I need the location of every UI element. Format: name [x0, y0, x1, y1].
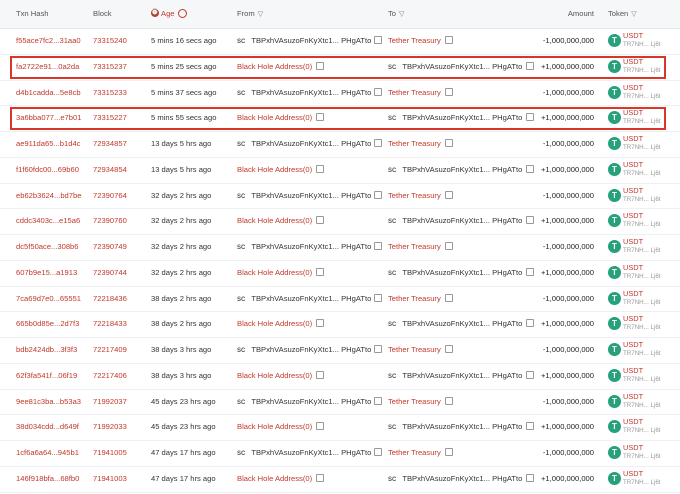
- token-name[interactable]: USDT: [623, 31, 644, 40]
- header-to: [388, 0, 404, 28]
- table-row: [0, 131, 680, 158]
- age-text: 32 days 2 hrs ago: [151, 216, 212, 226]
- amount-text: +1,000,000,000: [541, 61, 594, 71]
- filter-icon[interactable]: ▽: [399, 11, 405, 18]
- txn-hash-link[interactable]: 146f918bfa...68fb0: [16, 473, 80, 483]
- contract-badge: SC: [237, 245, 246, 251]
- txn-hash-link[interactable]: 62f3fa541f...06f19: [16, 370, 78, 380]
- from-address-link[interactable]: TBPxhVAsuzoFnKyXtc1... PHgATto: [251, 139, 372, 148]
- to-address-link[interactable]: TBPxhVAsuzoFnKyXtc1... PHgATto: [402, 267, 523, 277]
- from-address-link[interactable]: TBPxhVAsuzoFnKyXtc1... PHgATto: [251, 448, 372, 457]
- txn-hash-link[interactable]: 38d034cdd...d649f: [16, 422, 79, 432]
- header-amount: Amount: [567, 9, 594, 18]
- token-contract: TR7NH... Lj6t: [623, 350, 661, 357]
- header-txn-hash: Txn Hash: [16, 9, 49, 18]
- txn-hash-link[interactable]: 665b0d85e...2d7f3: [16, 319, 80, 329]
- tether-icon: T: [608, 111, 621, 124]
- copy-icon[interactable]: [526, 216, 534, 224]
- clock-icon[interactable]: [178, 9, 187, 18]
- from-address-link[interactable]: Black Hole Address(0): [237, 267, 313, 277]
- from-cell: [237, 157, 324, 183]
- from-cell: [237, 311, 324, 337]
- to-address-link[interactable]: Tether Treasury: [388, 190, 441, 200]
- from-address-link[interactable]: TBPxhVAsuzoFnKyXtc1... PHgATto: [251, 36, 372, 45]
- copy-icon[interactable]: [445, 397, 453, 405]
- age-text: 5 mins 55 secs ago: [151, 113, 217, 123]
- to-address-link[interactable]: TBPxhVAsuzoFnKyXtc1... PHgATto: [402, 216, 523, 226]
- from-cell: [237, 260, 324, 286]
- age-sort-icon[interactable]: ⌚: [151, 10, 159, 16]
- contract-badge: SC: [237, 193, 246, 200]
- table-row: [0, 337, 680, 364]
- copy-icon[interactable]: [374, 191, 382, 199]
- to-cell: [388, 363, 534, 389]
- table-row: [0, 183, 680, 210]
- token-contract: TR7NH... Lj6t: [623, 221, 661, 229]
- copy-icon[interactable]: [374, 139, 382, 147]
- to-cell: [388, 286, 453, 312]
- token-contract: TR7NH... Lj6t: [623, 66, 661, 74]
- copy-icon[interactable]: [445, 139, 453, 147]
- copy-icon[interactable]: [445, 242, 453, 250]
- age-text: 5 mins 25 secs ago: [151, 61, 217, 71]
- copy-icon[interactable]: [374, 88, 382, 96]
- txn-hash-link[interactable]: dc5f50ace...308b6: [16, 242, 79, 251]
- txn-hash-link[interactable]: eb62b3624...bd7be: [16, 190, 82, 200]
- table-row: [0, 234, 680, 261]
- table-row: [0, 389, 680, 416]
- amount-text: -1,000,000,000: [542, 87, 594, 97]
- txn-hash-link[interactable]: 3a6bba077...e7b01: [16, 113, 82, 123]
- contract-badge: SC: [388, 425, 397, 432]
- to-address-link[interactable]: Tether Treasury: [388, 139, 441, 148]
- to-address-link[interactable]: TBPxhVAsuzoFnKyXtc1... PHgATto: [402, 422, 523, 432]
- age-text: 47 days 17 hrs ago: [151, 473, 216, 483]
- table-header: [0, 0, 680, 29]
- copy-icon[interactable]: [374, 448, 382, 456]
- txn-hash-link[interactable]: 9ee81c3ba...b53a3: [16, 396, 82, 406]
- txn-hash-link[interactable]: f55ace7fc2...31aa0: [16, 36, 81, 45]
- contract-badge: SC: [388, 219, 397, 226]
- to-cell: [388, 440, 453, 466]
- tether-icon: T: [608, 292, 621, 305]
- to-address-link[interactable]: Tether Treasury: [388, 36, 441, 45]
- age-text: 32 days 2 hrs ago: [151, 190, 212, 200]
- table-row: [0, 440, 680, 467]
- header-block: Block: [93, 9, 112, 18]
- amount-text: -1,000,000,000: [542, 345, 594, 354]
- amount-text: -1,000,000,000: [542, 242, 594, 251]
- contract-badge: SC: [388, 270, 397, 277]
- table-row: [0, 260, 680, 287]
- table-row: [0, 80, 680, 107]
- from-address-link[interactable]: TBPxhVAsuzoFnKyXtc1... PHgATto: [251, 242, 372, 251]
- txn-hash-link[interactable]: 7ca69d7e0...65551: [16, 293, 82, 303]
- from-address-link[interactable]: TBPxhVAsuzoFnKyXtc1... PHgATto: [251, 190, 372, 200]
- token-name[interactable]: USDT: [623, 340, 644, 349]
- to-address-link[interactable]: TBPxhVAsuzoFnKyXtc1... PHgATto: [402, 319, 523, 329]
- block-link[interactable]: 72217409: [93, 345, 127, 354]
- contract-badge: SC: [388, 322, 397, 329]
- age-text: 38 days 2 hrs ago: [151, 293, 212, 303]
- from-address-link[interactable]: Black Hole Address(0): [237, 61, 313, 71]
- block-link[interactable]: 72217406: [93, 370, 127, 380]
- to-address-link[interactable]: TBPxhVAsuzoFnKyXtc1... PHgATto: [402, 473, 523, 483]
- txn-hash-link[interactable]: cddc3403c...e15a6: [16, 216, 81, 226]
- from-address-link[interactable]: TBPxhVAsuzoFnKyXtc1... PHgATto: [251, 396, 372, 406]
- token-contract: TR7NH... Lj6t: [623, 401, 661, 409]
- token-contract: TR7NH... Lj6t: [623, 41, 661, 48]
- token-name[interactable]: USDT: [623, 391, 644, 401]
- to-address-link[interactable]: TBPxhVAsuzoFnKyXtc1... PHgATto: [402, 164, 523, 174]
- token-name[interactable]: USDT: [623, 443, 644, 452]
- tether-icon: T: [608, 343, 621, 356]
- to-cell: [388, 183, 453, 209]
- from-address-link[interactable]: TBPxhVAsuzoFnKyXtc1... PHgATto: [251, 87, 372, 97]
- from-cell: [237, 414, 324, 440]
- tether-icon: T: [608, 137, 621, 150]
- token-contract: TR7NH... Lj6t: [623, 195, 661, 203]
- amount-text: +1,000,000,000: [541, 370, 594, 380]
- amount-text: +1,000,000,000: [541, 164, 594, 174]
- from-cell: [237, 363, 324, 389]
- copy-icon[interactable]: [445, 191, 453, 199]
- to-address-link[interactable]: Tether Treasury: [388, 293, 441, 303]
- tether-icon: T: [608, 34, 621, 47]
- tether-icon: T: [608, 266, 621, 279]
- to-cell: [388, 389, 453, 415]
- to-address-link[interactable]: Tether Treasury: [388, 396, 441, 406]
- table-row: [0, 28, 680, 55]
- from-address-link[interactable]: TBPxhVAsuzoFnKyXtc1... PHgATto: [251, 345, 372, 354]
- from-cell: [237, 183, 382, 209]
- to-cell: [388, 337, 453, 363]
- from-address-link[interactable]: Black Hole Address(0): [237, 113, 313, 123]
- amount-text: +1,000,000,000: [541, 267, 594, 277]
- txn-hash-link[interactable]: 1cf6a6a64...945b1: [16, 448, 79, 457]
- txn-hash-link[interactable]: f1f60fdc00...69b60: [16, 164, 79, 174]
- txn-hash-link[interactable]: ae911da65...b1d4c: [16, 139, 81, 148]
- copy-icon[interactable]: [526, 319, 534, 327]
- tether-icon: T: [608, 395, 621, 408]
- copy-icon[interactable]: [526, 268, 534, 276]
- age-text: 45 days 23 hrs ago: [151, 396, 216, 406]
- tether-icon: T: [608, 86, 621, 99]
- copy-icon[interactable]: [374, 345, 382, 353]
- copy-icon[interactable]: [374, 242, 382, 250]
- to-cell: [388, 131, 453, 157]
- table-row: [0, 363, 680, 390]
- age-text: 13 days 5 hrs ago: [151, 139, 212, 148]
- contract-badge: SC: [237, 90, 246, 97]
- to-cell: [388, 80, 453, 106]
- token-name[interactable]: USDT: [623, 108, 644, 118]
- amount-text: -1,000,000,000: [542, 396, 594, 406]
- tether-icon: T: [608, 240, 621, 253]
- from-address-link[interactable]: Black Hole Address(0): [237, 319, 313, 329]
- from-cell: [237, 440, 382, 466]
- tether-icon: T: [608, 317, 621, 330]
- from-cell: [237, 234, 382, 260]
- to-address-link[interactable]: Tether Treasury: [388, 87, 441, 97]
- from-cell: [237, 286, 382, 312]
- to-cell: [388, 157, 534, 183]
- tether-icon: T: [608, 60, 621, 73]
- to-cell: [388, 260, 534, 286]
- copy-icon[interactable]: [445, 88, 453, 96]
- tether-icon: T: [608, 446, 621, 459]
- token-name[interactable]: USDT: [623, 82, 644, 92]
- contract-badge: SC: [388, 116, 397, 123]
- to-address-link[interactable]: Tether Treasury: [388, 242, 441, 251]
- copy-icon[interactable]: [445, 36, 453, 44]
- block-link[interactable]: 72934854: [93, 164, 127, 174]
- token-name[interactable]: USDT: [623, 237, 644, 246]
- tether-icon: T: [608, 189, 621, 202]
- block-link[interactable]: 72390760: [93, 216, 127, 226]
- tether-icon: T: [608, 369, 621, 382]
- block-link[interactable]: 73315227: [93, 113, 127, 123]
- table-row: [0, 311, 680, 338]
- from-cell: [237, 131, 382, 157]
- copy-icon[interactable]: [316, 165, 324, 173]
- token-name[interactable]: USDT: [623, 468, 644, 478]
- to-cell: [388, 28, 453, 54]
- block-link[interactable]: 73315233: [93, 87, 127, 97]
- contract-badge: SC: [237, 348, 246, 354]
- block-link[interactable]: 71941005: [93, 448, 127, 457]
- to-address-link[interactable]: TBPxhVAsuzoFnKyXtc1... PHgATto: [402, 113, 523, 123]
- txn-hash-link[interactable]: 607b9e15...a1913: [16, 267, 78, 277]
- header-age-label: Age: [161, 9, 175, 18]
- copy-icon[interactable]: [316, 216, 324, 224]
- contract-badge: SC: [237, 39, 246, 45]
- filter-icon[interactable]: ▽: [257, 11, 264, 18]
- from-address-link[interactable]: TBPxhVAsuzoFnKyXtc1... PHgATto: [251, 293, 372, 303]
- table-row: [0, 286, 680, 313]
- token-contract: TR7NH... Lj6t: [623, 144, 661, 151]
- contract-badge: SC: [237, 142, 246, 148]
- header-token: [608, 0, 637, 28]
- amount-text: -1,000,000,000: [542, 36, 594, 45]
- contract-badge: SC: [388, 476, 397, 483]
- copy-icon[interactable]: [374, 294, 382, 302]
- table-row: [0, 466, 680, 493]
- amount-text: -1,000,000,000: [542, 190, 594, 200]
- age-text: 47 days 17 hrs ago: [151, 448, 216, 457]
- age-text: 5 mins 16 secs ago: [151, 36, 217, 45]
- copy-icon[interactable]: [445, 345, 453, 353]
- to-address-link[interactable]: TBPxhVAsuzoFnKyXtc1... PHgATto: [402, 61, 523, 71]
- tether-icon: T: [608, 472, 621, 485]
- to-cell: [388, 208, 534, 234]
- token-contract: TR7NH... Lj6t: [623, 169, 661, 177]
- amount-text: +1,000,000,000: [541, 113, 594, 123]
- to-address-link[interactable]: TBPxhVAsuzoFnKyXtc1... PHgATto: [402, 370, 523, 380]
- token-name[interactable]: USDT: [623, 288, 644, 298]
- age-text: 32 days 2 hrs ago: [151, 267, 212, 277]
- contract-badge: SC: [388, 373, 397, 380]
- block-link[interactable]: 72390764: [93, 190, 127, 200]
- block-link[interactable]: 72390749: [93, 242, 127, 251]
- from-address-link[interactable]: Black Hole Address(0): [237, 216, 313, 226]
- to-address-link[interactable]: Tether Treasury: [388, 448, 441, 457]
- token-contract: TR7NH... Lj6t: [623, 427, 661, 435]
- copy-icon[interactable]: [526, 165, 534, 173]
- token-contract: TR7NH... Lj6t: [623, 247, 661, 254]
- amount-text: -1,000,000,000: [542, 448, 594, 457]
- from-cell: [237, 28, 382, 54]
- copy-icon[interactable]: [526, 474, 534, 482]
- contract-badge: SC: [237, 399, 246, 406]
- token-name[interactable]: USDT: [623, 417, 644, 427]
- header-age[interactable]: [151, 0, 187, 28]
- from-address-link[interactable]: Black Hole Address(0): [237, 164, 313, 174]
- age-text: 32 days 2 hrs ago: [151, 242, 212, 251]
- contract-badge: SC: [237, 451, 246, 457]
- table-row: [0, 414, 680, 441]
- age-text: 38 days 3 hrs ago: [151, 370, 212, 380]
- txn-hash-link[interactable]: d4b1cadda...5e8cb: [16, 87, 81, 97]
- amount-text: +1,000,000,000: [541, 422, 594, 432]
- from-address-link[interactable]: Black Hole Address(0): [237, 473, 313, 483]
- token-name[interactable]: USDT: [623, 159, 644, 169]
- block-link[interactable]: 73315237: [93, 61, 127, 71]
- tether-icon: T: [608, 163, 621, 176]
- from-cell: [237, 389, 382, 415]
- copy-icon[interactable]: [445, 448, 453, 456]
- to-cell: [388, 466, 534, 492]
- copy-icon[interactable]: [316, 474, 324, 482]
- copy-icon[interactable]: [374, 397, 382, 405]
- header-from-label: From: [237, 9, 255, 18]
- header-from: [237, 0, 263, 28]
- token-name[interactable]: USDT: [623, 314, 644, 324]
- from-cell: [237, 337, 382, 363]
- contract-badge: SC: [388, 64, 397, 71]
- block-link[interactable]: 71992033: [93, 422, 127, 432]
- token-name[interactable]: USDT: [623, 211, 644, 221]
- block-link[interactable]: 71992037: [93, 396, 127, 406]
- copy-icon[interactable]: [374, 36, 382, 44]
- block-link[interactable]: 72390744: [93, 267, 127, 277]
- copy-icon[interactable]: [316, 371, 324, 379]
- from-address-link[interactable]: Black Hole Address(0): [237, 370, 313, 380]
- token-contract: TR7NH... Lj6t: [623, 118, 661, 126]
- from-cell: [237, 208, 324, 234]
- tether-icon: T: [608, 214, 621, 227]
- copy-icon[interactable]: [316, 422, 324, 430]
- copy-icon[interactable]: [526, 422, 534, 430]
- amount-text: -1,000,000,000: [542, 139, 594, 148]
- token-contract: TR7NH... Lj6t: [623, 453, 661, 460]
- age-text: 13 days 5 hrs ago: [151, 164, 212, 174]
- age-text: 38 days 3 hrs ago: [151, 345, 212, 354]
- token-contract: TR7NH... Lj6t: [623, 375, 661, 383]
- token-contract: TR7NH... Lj6t: [623, 324, 661, 332]
- block-link[interactable]: 71941003: [93, 473, 127, 483]
- amount-text: +1,000,000,000: [541, 473, 594, 483]
- age-text: 45 days 23 hrs ago: [151, 422, 216, 432]
- token-contract: TR7NH... Lj6t: [623, 298, 661, 306]
- block-link[interactable]: 73315240: [93, 36, 127, 45]
- filter-icon[interactable]: ▽: [631, 11, 637, 18]
- block-link[interactable]: 72934857: [93, 139, 127, 148]
- age-text: 5 mins 37 secs ago: [151, 87, 217, 97]
- highlight-box: [10, 107, 666, 130]
- copy-icon[interactable]: [316, 268, 324, 276]
- block-link[interactable]: 72218433: [93, 319, 127, 329]
- txn-hash-link[interactable]: fa2722e91...0a2da: [16, 61, 80, 71]
- token-contract: TR7NH... Lj6t: [623, 478, 661, 486]
- from-address-link[interactable]: Black Hole Address(0): [237, 422, 313, 432]
- txn-hash-link[interactable]: bdb2424db...3f3f3: [16, 345, 78, 354]
- block-link[interactable]: 72218436: [93, 293, 127, 303]
- tether-icon: T: [608, 420, 621, 433]
- to-cell: [388, 234, 453, 260]
- token-contract: TR7NH... Lj6t: [623, 92, 661, 100]
- token-name[interactable]: USDT: [623, 185, 644, 195]
- token-name[interactable]: USDT: [623, 56, 644, 66]
- header-token-label: Token: [608, 9, 629, 18]
- copy-icon[interactable]: [526, 371, 534, 379]
- to-cell: [388, 311, 534, 337]
- header-to-label: To: [388, 9, 397, 18]
- amount-text: -1,000,000,000: [542, 293, 594, 303]
- token-name[interactable]: USDT: [623, 134, 644, 143]
- from-cell: [237, 80, 382, 106]
- table-row: [0, 157, 680, 184]
- token-name[interactable]: USDT: [623, 262, 644, 272]
- amount-text: +1,000,000,000: [541, 216, 594, 226]
- contract-badge: SC: [388, 167, 397, 174]
- amount-text: +1,000,000,000: [541, 319, 594, 329]
- token-contract: TR7NH... Lj6t: [623, 272, 661, 280]
- highlight-box: [10, 56, 666, 79]
- to-address-link[interactable]: Tether Treasury: [388, 345, 441, 354]
- age-text: 38 days 2 hrs ago: [151, 319, 212, 329]
- to-cell: [388, 414, 534, 440]
- table-row: [0, 208, 680, 235]
- token-name[interactable]: USDT: [623, 365, 644, 375]
- copy-icon[interactable]: [445, 294, 453, 302]
- copy-icon[interactable]: [316, 319, 324, 327]
- contract-badge: SC: [237, 296, 246, 303]
- from-cell: [237, 466, 324, 492]
